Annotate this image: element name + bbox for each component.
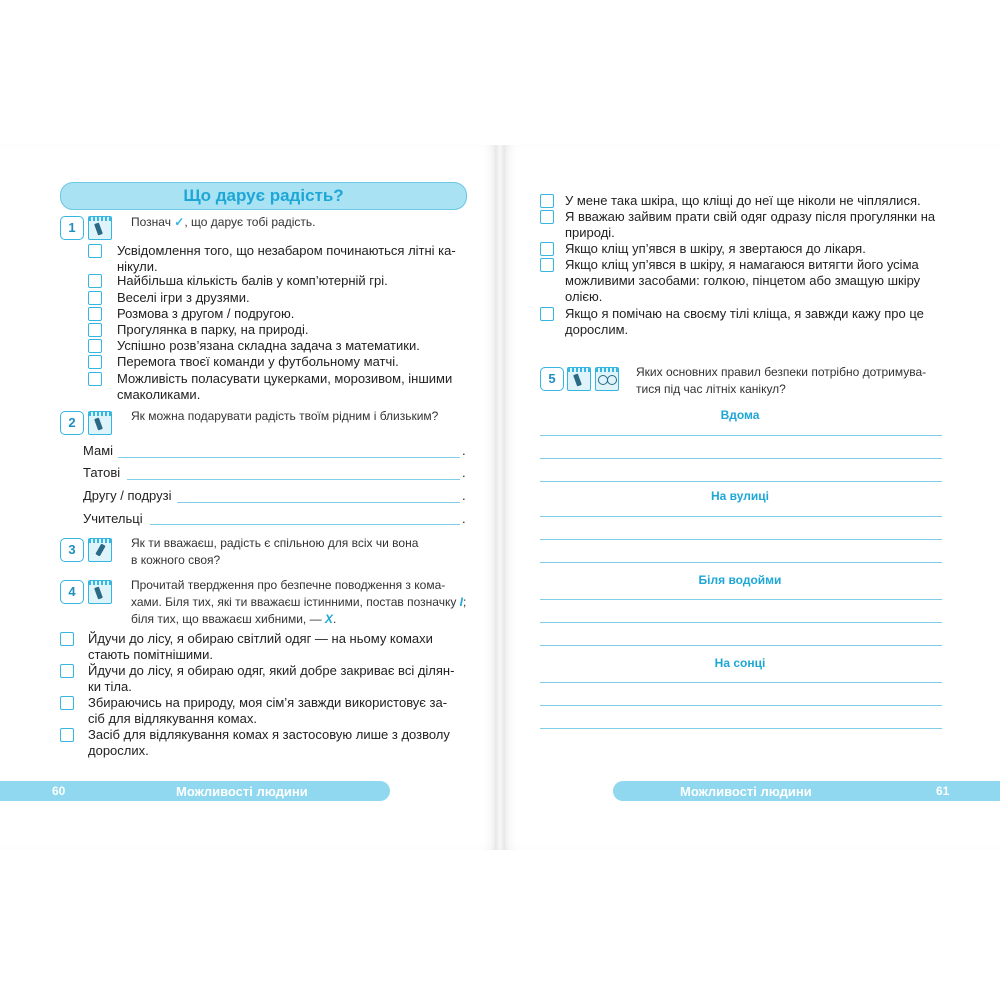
list-item: дорослим. bbox=[565, 322, 629, 337]
line-end-dot: . bbox=[462, 465, 466, 480]
answer-line[interactable] bbox=[540, 435, 942, 436]
section-heading: Вдома bbox=[720, 408, 760, 422]
task-instruction: Яких основних правил безпеки потрібно дотримува- тися під час літніх канікул? bbox=[636, 365, 927, 396]
list-item: Усвідомлення того, що незабаром починаються літні ка- bbox=[117, 243, 456, 258]
checkbox[interactable] bbox=[540, 307, 554, 321]
checkbox[interactable] bbox=[540, 210, 554, 224]
list-item: Розмова з другом / подругою. bbox=[117, 306, 295, 321]
list-item: можливими засобами: голкою, пінцетом або змащую шкіру bbox=[565, 273, 921, 288]
list-item: олією. bbox=[565, 289, 603, 304]
answer-line[interactable] bbox=[540, 458, 942, 459]
list-item: Якщо кліщ уп’явся в шкіру, я намагаюся витягти його усіма bbox=[565, 257, 919, 272]
list-item: Найбільша кількість балів у комп’ютерній грі. bbox=[117, 273, 388, 288]
checkbox[interactable] bbox=[540, 258, 554, 272]
checkbox[interactable] bbox=[88, 339, 102, 353]
checkbox[interactable] bbox=[88, 323, 102, 337]
answer-line[interactable] bbox=[150, 524, 460, 525]
checkbox[interactable] bbox=[540, 242, 554, 256]
write-task-icon bbox=[88, 411, 112, 435]
footer-section-title: Можливості людини bbox=[680, 784, 812, 799]
group-work-icon bbox=[595, 367, 619, 391]
answer-line[interactable] bbox=[118, 457, 460, 458]
footer-section-title: Можливості людини bbox=[176, 784, 308, 799]
task-number: 3 bbox=[60, 538, 84, 562]
answer-line[interactable] bbox=[540, 728, 942, 729]
list-item: сіб для відлякування комах. bbox=[88, 711, 257, 726]
task-instruction: Прочитай твердження про безпечне поводження з кома- хами. Біля тих, які ти вважаєш істинними, постав позначку I; біля тих, що вважаєш хибними, — X. bbox=[131, 578, 467, 626]
list-item: дорослих. bbox=[88, 743, 149, 758]
check-mark-icon: ✓ bbox=[174, 215, 185, 229]
checkbox[interactable] bbox=[88, 307, 102, 321]
answer-line[interactable] bbox=[177, 502, 460, 503]
task-number: 5 bbox=[540, 367, 564, 391]
answer-line[interactable] bbox=[540, 645, 942, 646]
write-task-icon bbox=[567, 367, 591, 391]
section-heading: На вулиці bbox=[711, 489, 769, 503]
list-item: Йдучи до лісу, я обираю одяг, який добре закриває всі ділян- bbox=[88, 663, 455, 678]
answer-label: Другу / подрузі bbox=[83, 488, 172, 503]
answer-line[interactable] bbox=[540, 481, 942, 482]
checkbox[interactable] bbox=[60, 696, 74, 710]
list-item: Перемога твоєї команди у футбольному матчі. bbox=[117, 354, 399, 369]
answer-line[interactable] bbox=[540, 682, 942, 683]
task-number: 4 bbox=[60, 580, 84, 604]
line-end-dot: . bbox=[462, 511, 466, 526]
checkbox[interactable] bbox=[88, 372, 102, 386]
task-instruction: Познач ✓, що дарує тобі радість. bbox=[131, 215, 316, 229]
list-item: нікули. bbox=[117, 259, 158, 274]
answer-line[interactable] bbox=[540, 705, 942, 706]
answer-label: Учительці bbox=[83, 511, 143, 526]
list-item: Якщо я помічаю на своєму тілі кліща, я завжди кажу про це bbox=[565, 306, 924, 321]
list-item: Йдучи до лісу, я обираю світлий одяг — на ньому комахи bbox=[88, 631, 433, 646]
checkbox[interactable] bbox=[60, 728, 74, 742]
book-gutter bbox=[495, 145, 505, 850]
list-item: Засіб для відлякування комах я застосовую лише з дозволу bbox=[88, 727, 450, 742]
list-item: Можливість поласувати цукерками, морозивом, іншими bbox=[117, 371, 453, 386]
answer-line[interactable] bbox=[540, 622, 942, 623]
list-item: Збираючись на природу, моя сім’я завжди використовує за- bbox=[88, 695, 448, 710]
answer-line[interactable] bbox=[540, 539, 942, 540]
checkbox[interactable] bbox=[88, 291, 102, 305]
section-heading: Біля водойми bbox=[698, 573, 782, 587]
list-item: У мене така шкіра, що кліщі до неї ще ніколи не чіплялися. bbox=[565, 193, 921, 208]
list-item: ки тіла. bbox=[88, 679, 132, 694]
line-end-dot: . bbox=[462, 443, 466, 458]
list-item: Я вважаю зайвим прати свій одяг одразу після прогулянки на bbox=[565, 209, 936, 224]
answer-line[interactable] bbox=[540, 599, 942, 600]
checkbox[interactable] bbox=[88, 244, 102, 258]
list-item: природі. bbox=[565, 225, 615, 240]
page-title: Що дарує радість? bbox=[60, 182, 467, 210]
answer-line[interactable] bbox=[540, 516, 942, 517]
checkbox[interactable] bbox=[60, 664, 74, 678]
false-mark: X bbox=[324, 612, 333, 626]
answer-line[interactable] bbox=[127, 479, 460, 480]
answer-label: Татові bbox=[83, 465, 121, 480]
write-task-icon bbox=[88, 580, 112, 604]
checkbox[interactable] bbox=[60, 632, 74, 646]
task-instruction: Як можна подарувати радість твоїм рідним і близьким? bbox=[131, 409, 439, 423]
answer-label: Мамі bbox=[83, 443, 114, 458]
page-number: 60 bbox=[52, 784, 66, 798]
discuss-task-icon bbox=[88, 538, 112, 562]
checkbox[interactable] bbox=[88, 355, 102, 369]
write-task-icon bbox=[88, 216, 112, 240]
answer-line[interactable] bbox=[540, 562, 942, 563]
task-number: 1 bbox=[60, 216, 84, 240]
list-item: Веселі ігри з друзями. bbox=[117, 290, 250, 305]
section-heading: На сонці bbox=[714, 656, 766, 670]
line-end-dot: . bbox=[462, 488, 466, 503]
list-item: Якщо кліщ уп’явся в шкіру, я звертаюся до лікаря. bbox=[565, 241, 866, 256]
task-number: 2 bbox=[60, 411, 84, 435]
checkbox[interactable] bbox=[88, 274, 102, 288]
task-instruction: Як ти вважаєш, радість є спільною для всіх чи вона в кожного своя? bbox=[131, 536, 419, 567]
list-item: Прогулянка в парку, на природі. bbox=[117, 322, 309, 337]
true-mark: I bbox=[459, 595, 464, 609]
list-item: Успішно розв’язана складна задача з математики. bbox=[117, 338, 420, 353]
page-number: 61 bbox=[936, 784, 950, 798]
list-item: стають помітнішими. bbox=[88, 647, 213, 662]
list-item: смаколиками. bbox=[117, 387, 201, 402]
checkbox[interactable] bbox=[540, 194, 554, 208]
